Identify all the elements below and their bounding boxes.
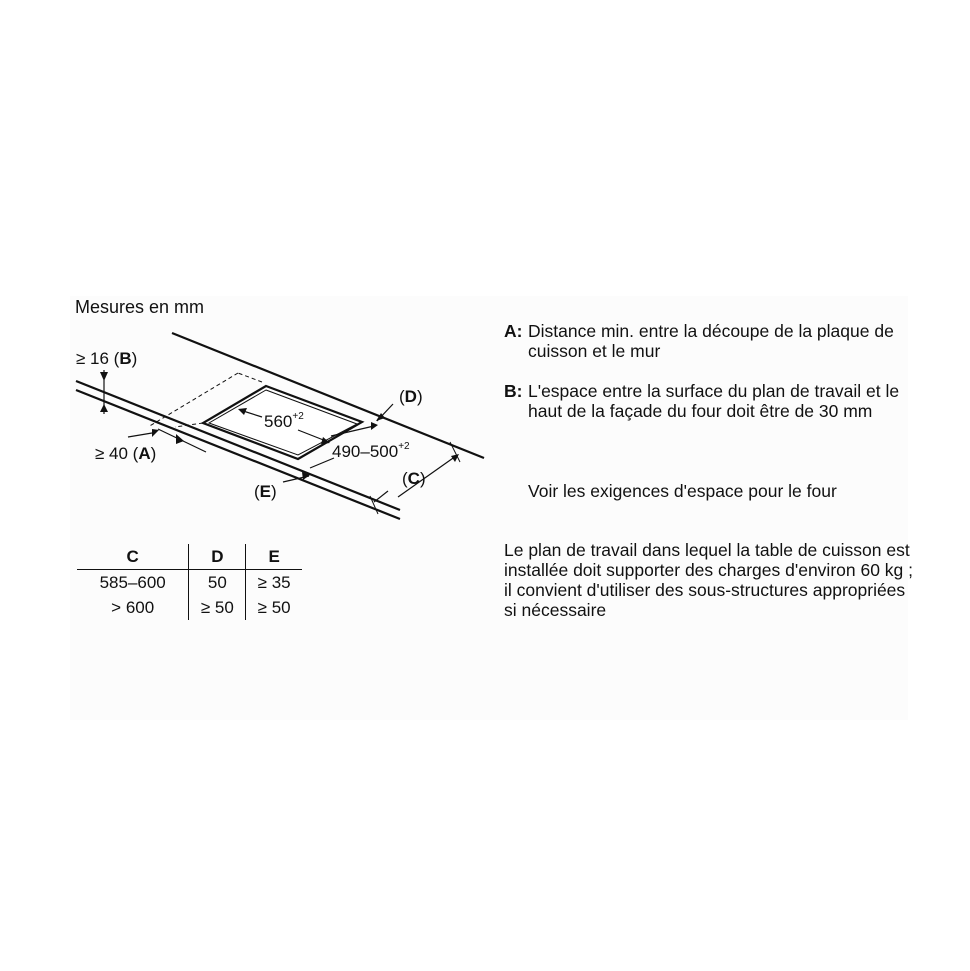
dimension-c-line [374,491,388,502]
worktop-note: Le plan de travail dans lequel la table de cuisson est installée doit supporter des charges d'environ 60 kg ; il convient d'utiliser des sous-structures appropriées si nécessaire [504,540,914,620]
legend-b-key: B: [504,381,523,401]
arrowhead [176,434,184,444]
table-row [77,595,302,620]
legend-a-text: Distance min. entre la découpe de la plaque de cuisson et le mur [528,321,894,361]
legend-b [504,381,914,421]
dim-depth-label: $490-500^{+2}$ [332,441,410,461]
table-cell: > 600 [111,597,155,617]
arrowhead [100,372,108,381]
label-a: ≥ 40 (A) [95,444,157,463]
table-header: E [246,544,302,570]
label-d: (D) [399,387,423,406]
table-cell: ≥ 50 [189,595,246,620]
dim-width-label: $560^{+2}$ [264,411,304,431]
table-header: C [77,544,189,570]
table-cell: 50 [189,570,246,596]
table-row [77,570,302,596]
units-title: Mesures en mm [75,297,205,317]
table-header: D [189,544,246,570]
table-cell: ≥ 50 [246,595,302,620]
dimensions-table [77,544,302,620]
label-b: ≥ 16 (B) [76,349,138,368]
arrowhead [152,429,159,437]
dashed-guide-line [238,373,262,382]
label-c: (C) [402,469,426,488]
legend-b-text: L'espace entre la surface du plan de travail et le haut de la façade du four doit être de 30 mm [528,381,900,421]
oven-note [504,481,914,501]
arrowhead [100,404,108,412]
oven-note-text: Voir les exigences d'espace pour le four [528,481,837,501]
dimension-depth-line [310,458,334,468]
label-e: (E) [254,482,277,501]
legend-a [504,321,914,361]
table-cell: 585–600 [99,572,166,592]
table-header-row [77,544,302,570]
dimension-a-line [128,433,152,437]
legend-a-key: A: [504,321,523,341]
arrowhead [371,422,378,430]
table-cell: ≥ 35 [246,570,302,596]
